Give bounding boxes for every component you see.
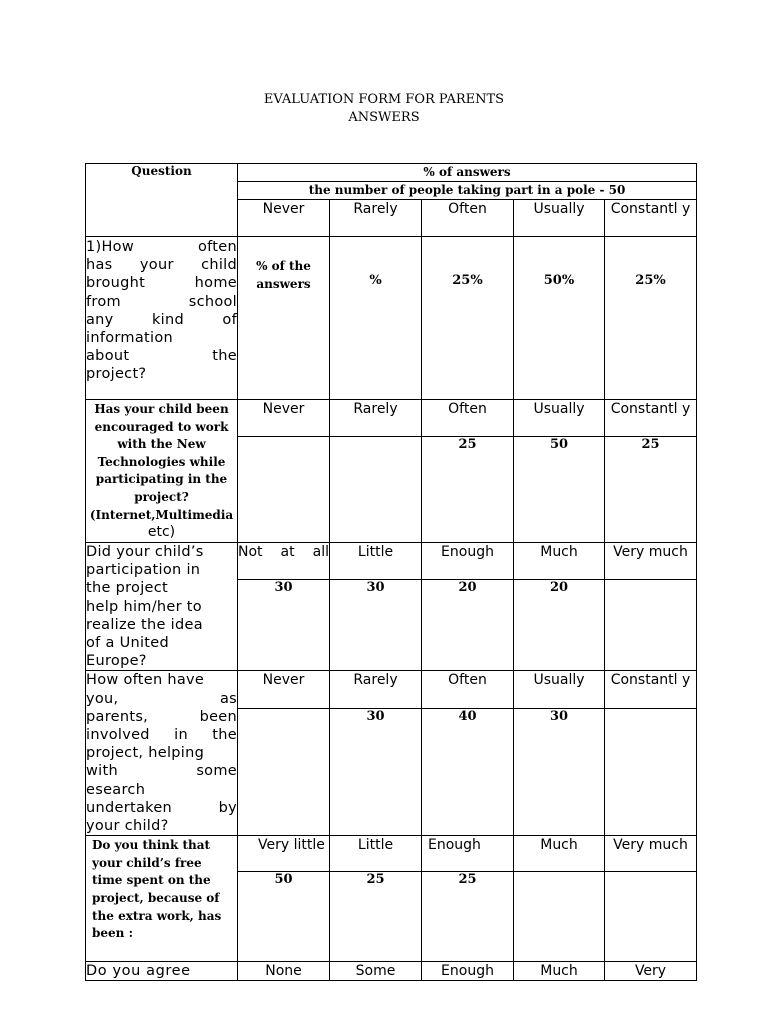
question-row-1 [86,237,697,400]
q2-option: Usually [514,400,605,437]
q5-option: Little [330,836,422,872]
q6-option: Enough [422,962,514,981]
q1-value: 25% [422,237,514,400]
q3-value: 30 [238,580,330,671]
form-subtitle: ANSWERS [348,110,420,125]
question-row-4 [86,671,697,708]
q3-value [605,580,697,671]
scale-option: Constantl y [605,200,697,237]
form-title: EVALUATION FORM FOR PARENTS [263,92,505,107]
q4-value: 30 [330,708,422,835]
question-2-text: Has your child been encouraged to work with the New Technologies while participating in the project? (Internet,Multimedia etc) [86,400,238,543]
q3-option: Much [514,543,605,580]
q6-option: None [238,962,330,981]
q4-value: 30 [514,708,605,835]
q4-value [238,708,330,835]
q5-option: Very little [238,836,330,872]
q3-option: Enough [422,543,514,580]
q5-option: Very much [605,836,697,872]
q2-value: 25 [422,437,514,543]
question-row-6 [86,962,697,981]
question-row-3 [86,543,697,580]
q5-option: Enough [422,836,514,872]
q2-option: Rarely [330,400,422,437]
question-4-text: How often have you, as parents, been involved in the project, helping with some esearch undertaken by your child? [86,672,237,835]
q1-value: 25% [605,237,697,400]
q5-value [605,872,697,962]
q4-option: Usually [514,671,605,708]
scale-option: Often [422,200,514,237]
q1-value: % [330,237,422,400]
q4-value [605,708,697,835]
q3-option: Very much [605,543,697,580]
q6-option: Very [605,962,697,981]
q5-value: 50 [238,872,330,962]
q2-option: Never [238,400,330,437]
q4-option: Often [422,671,514,708]
q5-value [514,872,605,962]
q3-value: 20 [422,580,514,671]
question-3-text: Did your child’s participation in the project help him/her to realize the idea of a United Europe? [86,543,238,671]
q4-option: Rarely [330,671,422,708]
q2-option: Constantl y [605,400,697,437]
q3-option: Not at all [238,543,330,580]
percent-header: % of answers [238,164,697,182]
participants-header: the number of people taking part in a pole - 50 [238,182,697,200]
q2-value [238,437,330,543]
header-row [86,164,697,182]
scale-option: Never [238,200,330,237]
q4-value: 40 [422,708,514,835]
q6-option: Much [514,962,605,981]
evaluation-table [85,163,697,981]
scale-option: Rarely [330,200,422,237]
question-row-5 [86,836,697,872]
q5-value: 25 [422,872,514,962]
q5-value: 25 [330,872,422,962]
q3-value: 20 [514,580,605,671]
q1-value: 50% [514,237,605,400]
q2-value [330,437,422,543]
q2-value: 50 [514,437,605,543]
q4-option: Never [238,671,330,708]
question-1-text: 1)How often has your child brought home from school any kind of information about the project? [86,237,238,400]
q1-answers-label: % of the answers [238,237,330,400]
question-header: Question [86,164,238,237]
question-row-2 [86,400,697,437]
q2-option: Often [422,400,514,437]
q3-value: 30 [330,580,422,671]
q5-option: Much [514,836,605,872]
q2-value: 25 [605,437,697,543]
question-6-text: Do you agree [86,962,238,981]
q4-option: Constantl y [605,671,697,708]
q3-option: Little [330,543,422,580]
q6-option: Some [330,962,422,981]
question-5-text: Do you think that your child’s free time spent on the project, because of the extra work, has been : [86,836,238,962]
scale-option: Usually [514,200,605,237]
